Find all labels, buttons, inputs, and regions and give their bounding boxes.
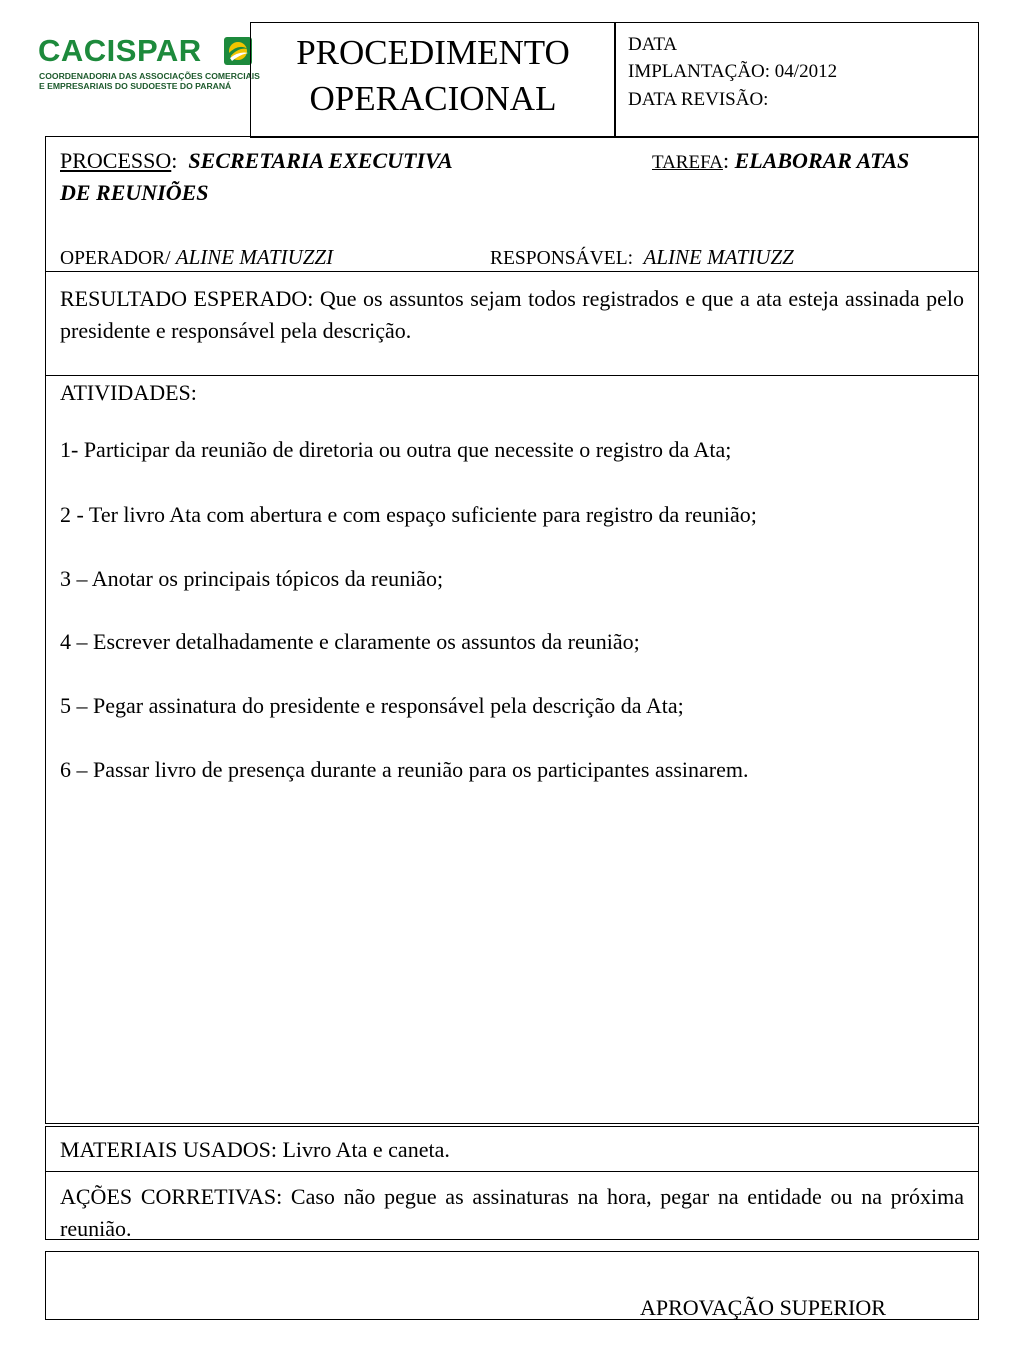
task-value-line1: ELABORAR ATAS xyxy=(734,148,910,173)
materials-used: MATERIAIS USADOS: Livro Ata e caneta. xyxy=(60,1137,450,1162)
activity-item-3: 3 – Anotar os principais tópicos da reunião; xyxy=(60,566,444,591)
revision-date: DATA REVISÃO: xyxy=(628,89,769,110)
task-colon: : xyxy=(722,148,730,173)
activity-item-4: 4 – Escrever detalhadamente e claramente os assuntos da reunião; xyxy=(60,629,640,654)
responsible-value: ALINE MATIUZZ xyxy=(643,245,794,269)
process-label: PROCESSO xyxy=(60,148,172,173)
activity-item-5: 5 – Pegar assinatura do presidente e responsável pela descrição da Ata; xyxy=(60,693,684,718)
divider-materials xyxy=(45,1171,979,1172)
corrective-actions: AÇÕES CORRETIVAS: Caso não pegue as assinaturas na hora, pegar na entidade ou na próxima reunião. xyxy=(60,1184,964,1241)
divider-process xyxy=(45,271,979,272)
page-title-line2: OPERACIONAL xyxy=(309,79,557,118)
page-title-line1: PROCEDIMENTO xyxy=(296,33,570,72)
process-colon: : xyxy=(171,148,178,173)
activity-item-6: 6 – Passar livro de presença durante a reunião para os participantes assinarem. xyxy=(60,757,749,782)
logo-name: CACISPAR xyxy=(38,33,202,68)
cacispar-logo xyxy=(38,33,260,94)
task-label: TAREFA xyxy=(652,152,723,173)
logo-subtitle-line2: E EMPRESARIAIS DO SUDOESTE DO PARANÁ xyxy=(39,81,232,91)
date-label: DATA xyxy=(628,34,678,55)
logo-mark-icon xyxy=(224,37,252,65)
approval-label: APROVAÇÃO SUPERIOR xyxy=(640,1295,886,1320)
responsible-label: RESPONSÁVEL: xyxy=(490,248,634,269)
responsible-line xyxy=(490,243,794,273)
task-value-line2: DE REUNIÕES xyxy=(60,180,209,205)
implantation-date: IMPLANTAÇÃO: 04/2012 xyxy=(628,61,838,82)
operator-label: OPERADOR/ xyxy=(60,248,171,269)
operator-line xyxy=(60,243,333,273)
divider-result xyxy=(45,375,979,376)
logo-subtitle-line1: COORDENADORIA DAS ASSOCIAÇÕES COMERCIAIS xyxy=(39,71,260,81)
activities-heading: ATIVIDADES: xyxy=(60,380,197,405)
activity-item-2: 2 - Ter livro Ata com abertura e com espaço suficiente para registro da reunião; xyxy=(60,502,757,527)
task-line xyxy=(652,147,909,177)
process-line xyxy=(60,147,453,175)
expected-result: RESULTADO ESPERADO: Que os assuntos sejam todos registrados e que a ata esteja assinada pelo presidente e responsável pela descrição. xyxy=(60,286,964,343)
activity-item-1: 1- Participar da reunião de diretoria ou outra que necessite o registro da Ata; xyxy=(60,437,732,462)
operator-value: ALINE MATIUZZI xyxy=(175,245,334,269)
process-value: SECRETARIA EXECUTIVA xyxy=(188,148,453,173)
